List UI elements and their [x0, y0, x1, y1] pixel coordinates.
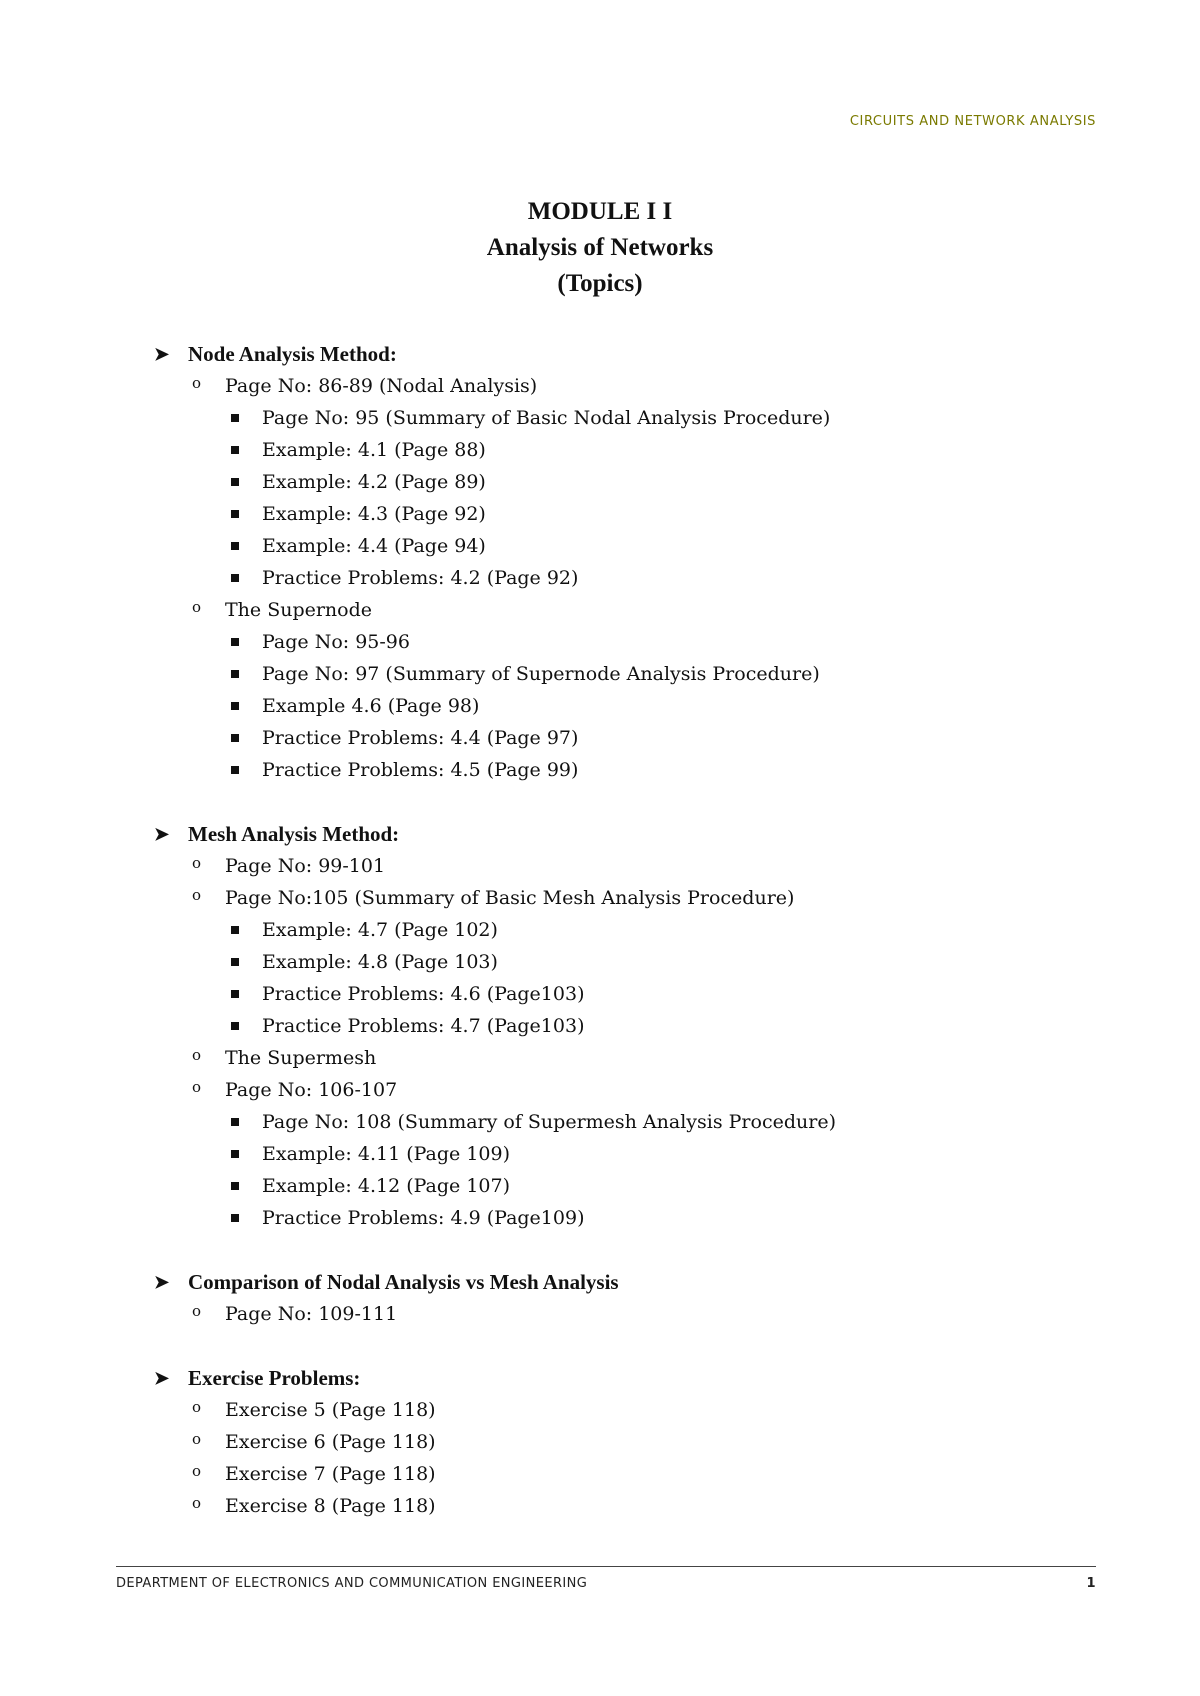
list-item	[152, 1458, 1052, 1490]
list-item	[152, 1042, 1052, 1074]
running-header: CIRCUITS AND NETWORK ANALYSIS	[849, 114, 1096, 129]
list-item	[152, 594, 1052, 626]
hollow-circle-bullet-icon: o	[192, 854, 202, 872]
square-bullet-icon	[231, 990, 239, 998]
list-item-label: Practice Problems: 4.2 (Page 92)	[262, 567, 579, 589]
hollow-circle-bullet-icon: o	[192, 1462, 202, 1480]
list-item	[152, 850, 1052, 882]
list-item-label: Page No: 97 (Summary of Supernode Analysis Procedure)	[262, 663, 820, 685]
list-item	[152, 466, 1052, 498]
list-item-label: Practice Problems: 4.7 (Page103)	[262, 1015, 585, 1037]
section-spacer	[152, 1234, 1052, 1266]
arrowhead-bullet-icon: ➤	[154, 1272, 170, 1292]
list-item-label: Example 4.6 (Page 98)	[262, 695, 480, 717]
list-item-label: Example: 4.3 (Page 92)	[262, 503, 486, 525]
list-item	[152, 1298, 1052, 1330]
hollow-circle-bullet-icon: o	[192, 598, 202, 616]
list-item	[152, 1490, 1052, 1522]
square-bullet-icon	[231, 1022, 239, 1030]
section-spacer	[152, 786, 1052, 818]
square-bullet-icon	[231, 1182, 239, 1190]
section-heading-comparison	[152, 1266, 1052, 1298]
square-bullet-icon	[231, 478, 239, 486]
section-heading-mesh-analysis	[152, 818, 1052, 850]
list-item-label: Page No:105 (Summary of Basic Mesh Analysis Procedure)	[225, 887, 795, 909]
topic-outline	[152, 338, 1052, 1522]
list-item	[152, 690, 1052, 722]
section-spacer	[152, 1330, 1052, 1362]
arrowhead-bullet-icon: ➤	[154, 824, 170, 844]
square-bullet-icon	[231, 766, 239, 774]
list-item	[152, 1106, 1052, 1138]
hollow-circle-bullet-icon: o	[192, 374, 202, 392]
list-item	[152, 562, 1052, 594]
page-footer	[116, 1566, 1096, 1591]
list-item-label: Practice Problems: 4.4 (Page 97)	[262, 727, 579, 749]
list-item-label: Example: 4.4 (Page 94)	[262, 535, 486, 557]
list-item-label: Example: 4.7 (Page 102)	[262, 919, 498, 941]
arrowhead-bullet-icon: ➤	[154, 344, 170, 364]
footer-department: DEPARTMENT OF ELECTRONICS AND COMMUNICATION ENGINEERING	[116, 1576, 588, 1591]
page-number: 1	[1086, 1576, 1096, 1591]
list-item	[152, 402, 1052, 434]
square-bullet-icon	[231, 414, 239, 422]
list-item-label: Example: 4.1 (Page 88)	[262, 439, 486, 461]
list-item	[152, 722, 1052, 754]
list-item	[152, 1074, 1052, 1106]
square-bullet-icon	[231, 574, 239, 582]
list-item-label: Example: 4.8 (Page 103)	[262, 951, 498, 973]
list-item	[152, 1010, 1052, 1042]
hollow-circle-bullet-icon: o	[192, 1302, 202, 1320]
hollow-circle-bullet-icon: o	[192, 1046, 202, 1064]
title-block	[0, 194, 1200, 302]
square-bullet-icon	[231, 734, 239, 742]
hollow-circle-bullet-icon: o	[192, 886, 202, 904]
square-bullet-icon	[231, 926, 239, 934]
list-item-label: Page No: 99-101	[225, 855, 386, 877]
square-bullet-icon	[231, 1214, 239, 1222]
list-item-label: Practice Problems: 4.9 (Page109)	[262, 1207, 585, 1229]
list-item	[152, 946, 1052, 978]
list-item	[152, 1170, 1052, 1202]
list-item	[152, 882, 1052, 914]
list-item	[152, 370, 1052, 402]
list-item-label: Page No: 108 (Summary of Supermesh Analysis Procedure)	[262, 1111, 836, 1133]
list-item-label: Page No: 109-111	[225, 1303, 398, 1325]
square-bullet-icon	[231, 958, 239, 966]
section-heading-label: Exercise Problems:	[188, 1366, 361, 1390]
square-bullet-icon	[231, 1150, 239, 1158]
square-bullet-icon	[231, 542, 239, 550]
hollow-circle-bullet-icon: o	[192, 1398, 202, 1416]
square-bullet-icon	[231, 1118, 239, 1126]
list-item	[152, 1138, 1052, 1170]
list-item-label: Exercise 6 (Page 118)	[225, 1431, 436, 1453]
square-bullet-icon	[231, 638, 239, 646]
hollow-circle-bullet-icon: o	[192, 1078, 202, 1096]
list-item	[152, 658, 1052, 690]
section-heading-label: Mesh Analysis Method:	[188, 822, 400, 846]
list-item-label: Example: 4.11 (Page 109)	[262, 1143, 510, 1165]
list-item-label: Page No: 95 (Summary of Basic Nodal Analysis Procedure)	[262, 407, 831, 429]
square-bullet-icon	[231, 446, 239, 454]
list-item	[152, 434, 1052, 466]
square-bullet-icon	[231, 670, 239, 678]
hollow-circle-bullet-icon: o	[192, 1430, 202, 1448]
list-item-label: Exercise 7 (Page 118)	[225, 1463, 436, 1485]
list-item-label: Page No: 106-107	[225, 1079, 398, 1101]
list-item	[152, 626, 1052, 658]
square-bullet-icon	[231, 510, 239, 518]
list-item-label: The Supermesh	[225, 1047, 377, 1069]
list-item-label: Exercise 8 (Page 118)	[225, 1495, 436, 1517]
square-bullet-icon	[231, 702, 239, 710]
list-item-label: Exercise 5 (Page 118)	[225, 1399, 436, 1421]
list-item-label: The Supernode	[225, 599, 373, 621]
subject-title: Analysis of Networks	[486, 234, 714, 261]
section-heading-node-analysis	[152, 338, 1052, 370]
list-item	[152, 1426, 1052, 1458]
list-item	[152, 754, 1052, 786]
module-title: MODULE I I	[527, 198, 673, 225]
list-item	[152, 1394, 1052, 1426]
list-item	[152, 978, 1052, 1010]
list-item	[152, 530, 1052, 562]
topics-subtitle: (Topics)	[557, 270, 643, 297]
hollow-circle-bullet-icon: o	[192, 1494, 202, 1512]
list-item	[152, 914, 1052, 946]
list-item-label: Page No: 86-89 (Nodal Analysis)	[225, 375, 538, 397]
section-heading-label: Comparison of Nodal Analysis vs Mesh Analysis	[188, 1270, 619, 1294]
section-heading-exercise-problems	[152, 1362, 1052, 1394]
list-item-label: Example: 4.2 (Page 89)	[262, 471, 486, 493]
list-item	[152, 498, 1052, 530]
list-item-label: Practice Problems: 4.6 (Page103)	[262, 983, 585, 1005]
list-item-label: Practice Problems: 4.5 (Page 99)	[262, 759, 579, 781]
list-item	[152, 1202, 1052, 1234]
section-heading-label: Node Analysis Method:	[188, 342, 397, 366]
arrowhead-bullet-icon: ➤	[154, 1368, 170, 1388]
list-item-label: Example: 4.12 (Page 107)	[262, 1175, 510, 1197]
list-item-label: Page No: 95-96	[262, 631, 410, 653]
